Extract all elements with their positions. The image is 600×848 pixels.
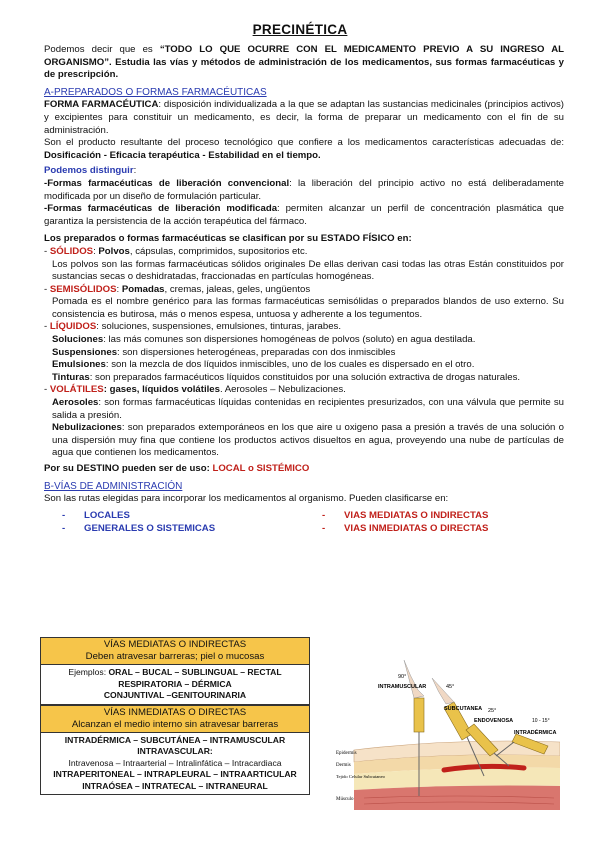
table-body-mediatas bbox=[41, 665, 309, 705]
table-cell: INTRAPERITONEAL – INTRAPLEURAL – INTRAARTICULAR bbox=[53, 769, 297, 779]
table-cell: INTRADÉRMICA – SUBCUTÁNEA – INTRAMUSCULAR bbox=[64, 734, 286, 745]
section-b-heading: B-VÍAS DE ADMINISTRACIÓN bbox=[44, 480, 183, 492]
tint-label: Tinturas bbox=[52, 371, 90, 383]
list-item-label: VIAS INMEDIATAS O DIRECTAS bbox=[344, 522, 489, 534]
emul-text: : son la mezcla de dos líquidos inmiscibles, uno de los cuales es dispersado en el otro. bbox=[105, 359, 475, 371]
neb-label: Nebulizaciones bbox=[52, 422, 122, 434]
vias-list-right bbox=[304, 509, 564, 535]
neb-text: : son preparados extemporáneos en los que aire u oxigeno pasa a presión a través de una solución o una dispersión muy fina que contiene los productos activos disueltos en agua, proveyendo una nube de partículas de agua que contienen los medicamentos. bbox=[52, 422, 564, 459]
emulsiones-desc bbox=[44, 359, 564, 372]
angle-label: 45° bbox=[446, 684, 455, 690]
vol-label: VOLÁTILES bbox=[49, 384, 104, 396]
liq-rest: : soluciones, suspensiones, emulsiones, tinturas, jarabes. bbox=[96, 321, 342, 333]
route-label: INTRADÉRMICA bbox=[514, 730, 557, 736]
mod-label: -Formas farmacéuticas de liberación modificada bbox=[44, 203, 278, 215]
vias-list bbox=[44, 509, 564, 535]
volatiles-item: - VOLÁTILES: gases, líquidos volátiles. Aerosoles – Nebulizaciones. bbox=[44, 384, 346, 396]
injection-routes-figure bbox=[334, 638, 560, 810]
bullet: - bbox=[322, 522, 326, 534]
table-cell: CONJUNTIVAL –GENITOURINARIA bbox=[103, 690, 247, 700]
angle-label: 90° bbox=[398, 674, 407, 680]
nebulizaciones-desc bbox=[44, 422, 564, 460]
angle-label: 25° bbox=[488, 708, 497, 714]
semi-rest: , cremas, jaleas, geles, ungüentos bbox=[164, 283, 311, 295]
intro-text: Podemos decir que es bbox=[44, 44, 160, 55]
page-title: PRECINÉTICA bbox=[252, 22, 348, 37]
liberacion-modificada bbox=[44, 203, 564, 228]
tinturas-desc bbox=[44, 372, 564, 385]
list-item-label: VIAS MEDIATAS O INDIRECTAS bbox=[344, 509, 489, 521]
soluciones-desc bbox=[44, 334, 564, 347]
table-header-subtitle: Alcanzan el medio interno sin atravesar barreras bbox=[71, 718, 279, 730]
vias-table bbox=[40, 637, 310, 795]
table-cell: INTRAÓSEA – INTRATECAL – INTRANEURAL bbox=[82, 780, 268, 791]
clasifican-heading: Los preparados o formas farmacéuticas se clasifican por su ESTADO FÍSICO en: bbox=[44, 233, 412, 245]
liberacion-convencional bbox=[44, 178, 564, 203]
vias-list-left bbox=[44, 509, 304, 535]
suspensiones-desc bbox=[44, 347, 564, 360]
layer-label: Músculo bbox=[336, 797, 354, 802]
distinguir-label: Podemos distinguir bbox=[44, 165, 134, 177]
tint-text: : son preparados farmacéuticos líquidos constituidos por una solución extractiva de drogas naturales. bbox=[89, 371, 521, 383]
solidos-bold: Polvos bbox=[98, 245, 130, 257]
angle-label: 10 - 15° bbox=[532, 718, 550, 724]
bullet: - bbox=[62, 509, 66, 521]
list-item bbox=[44, 522, 304, 535]
emul-label: Emulsiones bbox=[52, 359, 106, 371]
vol-bold: : gases, líquidos volátiles bbox=[103, 384, 220, 396]
table-header-subtitle: Deben atravesar barreras; piel o mucosas bbox=[85, 651, 265, 662]
table-header-title: VÍAS MEDIATAS O INDIRECTAS bbox=[103, 639, 247, 650]
producto-paragraph bbox=[44, 137, 564, 162]
solidos-desc: Los polvos son las formas farmacéuticas sólidos originales De ellas derivan casi todas las otras Están constituidos por sustancias secas o deshidratadas, fraccionadas en partículas homogéneas. bbox=[52, 258, 564, 283]
table-header-mediatas bbox=[41, 638, 309, 665]
solidos-rest: , cápsulas, comprimidos, supositorios etc. bbox=[129, 245, 308, 257]
table-cell: ORAL – BUCAL – SUBLINGUAL – RECTAL bbox=[108, 667, 282, 677]
bullet: - bbox=[62, 522, 66, 534]
conv-label: -Formas farmacéuticas de liberación convencional bbox=[44, 177, 290, 189]
liq-label: LÍQUIDOS bbox=[49, 321, 97, 333]
conv-text: : la liberación del principio activo no está deliberadamente modificada por un diseño de formulación particular. bbox=[44, 177, 564, 202]
susp-label: Suspensiones bbox=[52, 346, 118, 358]
intro-bold: “TODO LO QUE OCURRE CON EL MEDICAMENTO PREVIO A SU INGRESO AL ORGANISMO”. Estudia las vías y métodos de administración de los medicamentos, sus formas farmacéuticas y de prescripción. bbox=[44, 44, 564, 81]
list-item bbox=[304, 509, 564, 522]
intro-paragraph bbox=[44, 44, 564, 82]
solidos-item: - SÓLIDOS: Polvos, cápsulas, comprimidos, supositorios etc. bbox=[44, 245, 308, 257]
ejemplos-label: Ejemplos: bbox=[68, 667, 109, 677]
sol-label: Soluciones bbox=[52, 334, 104, 346]
semisolidos-item: - SEMISÓLIDOS: Pomadas, cremas, jaleas, geles, ungüentos bbox=[44, 283, 311, 295]
susp-text: : son dispersiones heterogéneas, preparadas con dos inmiscibles bbox=[117, 346, 396, 358]
list-item bbox=[304, 522, 564, 535]
destino-red: LOCAL o SISTÉMICO bbox=[212, 463, 310, 474]
table-header-inmediatas bbox=[41, 705, 309, 733]
table-cell: Intravenosa – Intraarterial – Intralinfática – Intracardiaca bbox=[68, 757, 282, 768]
layer-label: Dermis bbox=[336, 763, 351, 768]
document-body bbox=[44, 44, 564, 535]
list-item-label: LOCALES bbox=[84, 509, 130, 521]
table-cell: INTRAVASCULAR: bbox=[137, 746, 213, 756]
table-body-inmediatas bbox=[41, 733, 309, 795]
table-cell: RESPIRATORIA – DÉRMICA bbox=[118, 678, 232, 689]
forma-definition bbox=[44, 99, 564, 137]
list-item bbox=[44, 509, 304, 522]
layer-label: Epidermis bbox=[336, 751, 357, 756]
destino-line bbox=[44, 463, 564, 476]
producto-text: Son el producto resultante del proceso tecnológico que confiere a los medicamentos características adecuadas de: bbox=[44, 137, 564, 149]
aer-label: Aerosoles bbox=[52, 397, 99, 409]
aer-text: : son formas farmacéuticas líquidas contenidas en recipientes presurizados, con una válvula que permite su salida a presión. bbox=[52, 397, 564, 421]
forma-label: FORMA FARMACÉUTICA bbox=[44, 99, 159, 111]
route-label: SUBCUTANEA bbox=[444, 706, 483, 712]
vol-rest: . Aerosoles – Nebulizaciones. bbox=[219, 384, 346, 396]
bullet: - bbox=[322, 509, 326, 521]
distinguir-colon: : bbox=[133, 165, 137, 177]
semi-colon: : bbox=[116, 283, 122, 295]
table-row bbox=[43, 667, 307, 679]
semi-label: SEMISÓLIDOS bbox=[49, 283, 117, 295]
semi-bold: Pomadas bbox=[121, 283, 165, 295]
forma-text: : disposición individualizada a la que se adaptan las sustancias medicinales (principios activos) y excipientes para constituir un medicamento, es decir, la forma de preparar un medicamento con el fin de su administración. bbox=[44, 99, 564, 136]
aerosoles-desc bbox=[44, 397, 564, 422]
solidos-label: SÓLIDOS bbox=[49, 245, 94, 257]
route-label: INTRAMUSCULAR bbox=[378, 684, 427, 690]
sol-text: : las más comunes son dispersiones homogéneas de polvos (soluto) en agua destilada. bbox=[103, 334, 476, 346]
producto-bold: Dosificación - Eficacia terapéutica - Estabilidad en el tiempo. bbox=[44, 149, 321, 161]
route-label: ENDOVENOSA bbox=[474, 718, 514, 724]
solidos-colon: : bbox=[93, 245, 99, 257]
layer-label: Tejido Celular Subcutaneo bbox=[336, 774, 385, 779]
section-a-heading: A-PREPARADOS O FORMAS FARMACÉUTICAS bbox=[44, 86, 267, 98]
mod-text: : permiten alcanzar un perfil de concentración plasmática que garantiza la persistencia de la acción terapéutica del fármaco. bbox=[44, 203, 564, 227]
muscle-layer bbox=[354, 786, 560, 811]
list-item-label: GENERALES O SISTEMICAS bbox=[84, 522, 216, 534]
table-header-title: VÍAS INMEDIATAS O DIRECTAS bbox=[103, 706, 247, 718]
destino-text: Por su DESTINO pueden ser de uso: bbox=[44, 463, 213, 474]
vias-intro: Son las rutas elegidas para incorporar los medicamentos al organismo. Pueden clasificarse en: bbox=[44, 493, 449, 505]
liquidos-item: - LÍQUIDOS: soluciones, suspensiones, emulsiones, tinturas, jarabes. bbox=[44, 321, 342, 333]
semi-desc: Pomada es el nombre genérico para las formas farmacéuticas semisólidas o preparados blandos de uso externo. Su consistencia es butirosa, más o menos espesa, untuosa y adherente a los tegumentos. bbox=[52, 296, 564, 320]
